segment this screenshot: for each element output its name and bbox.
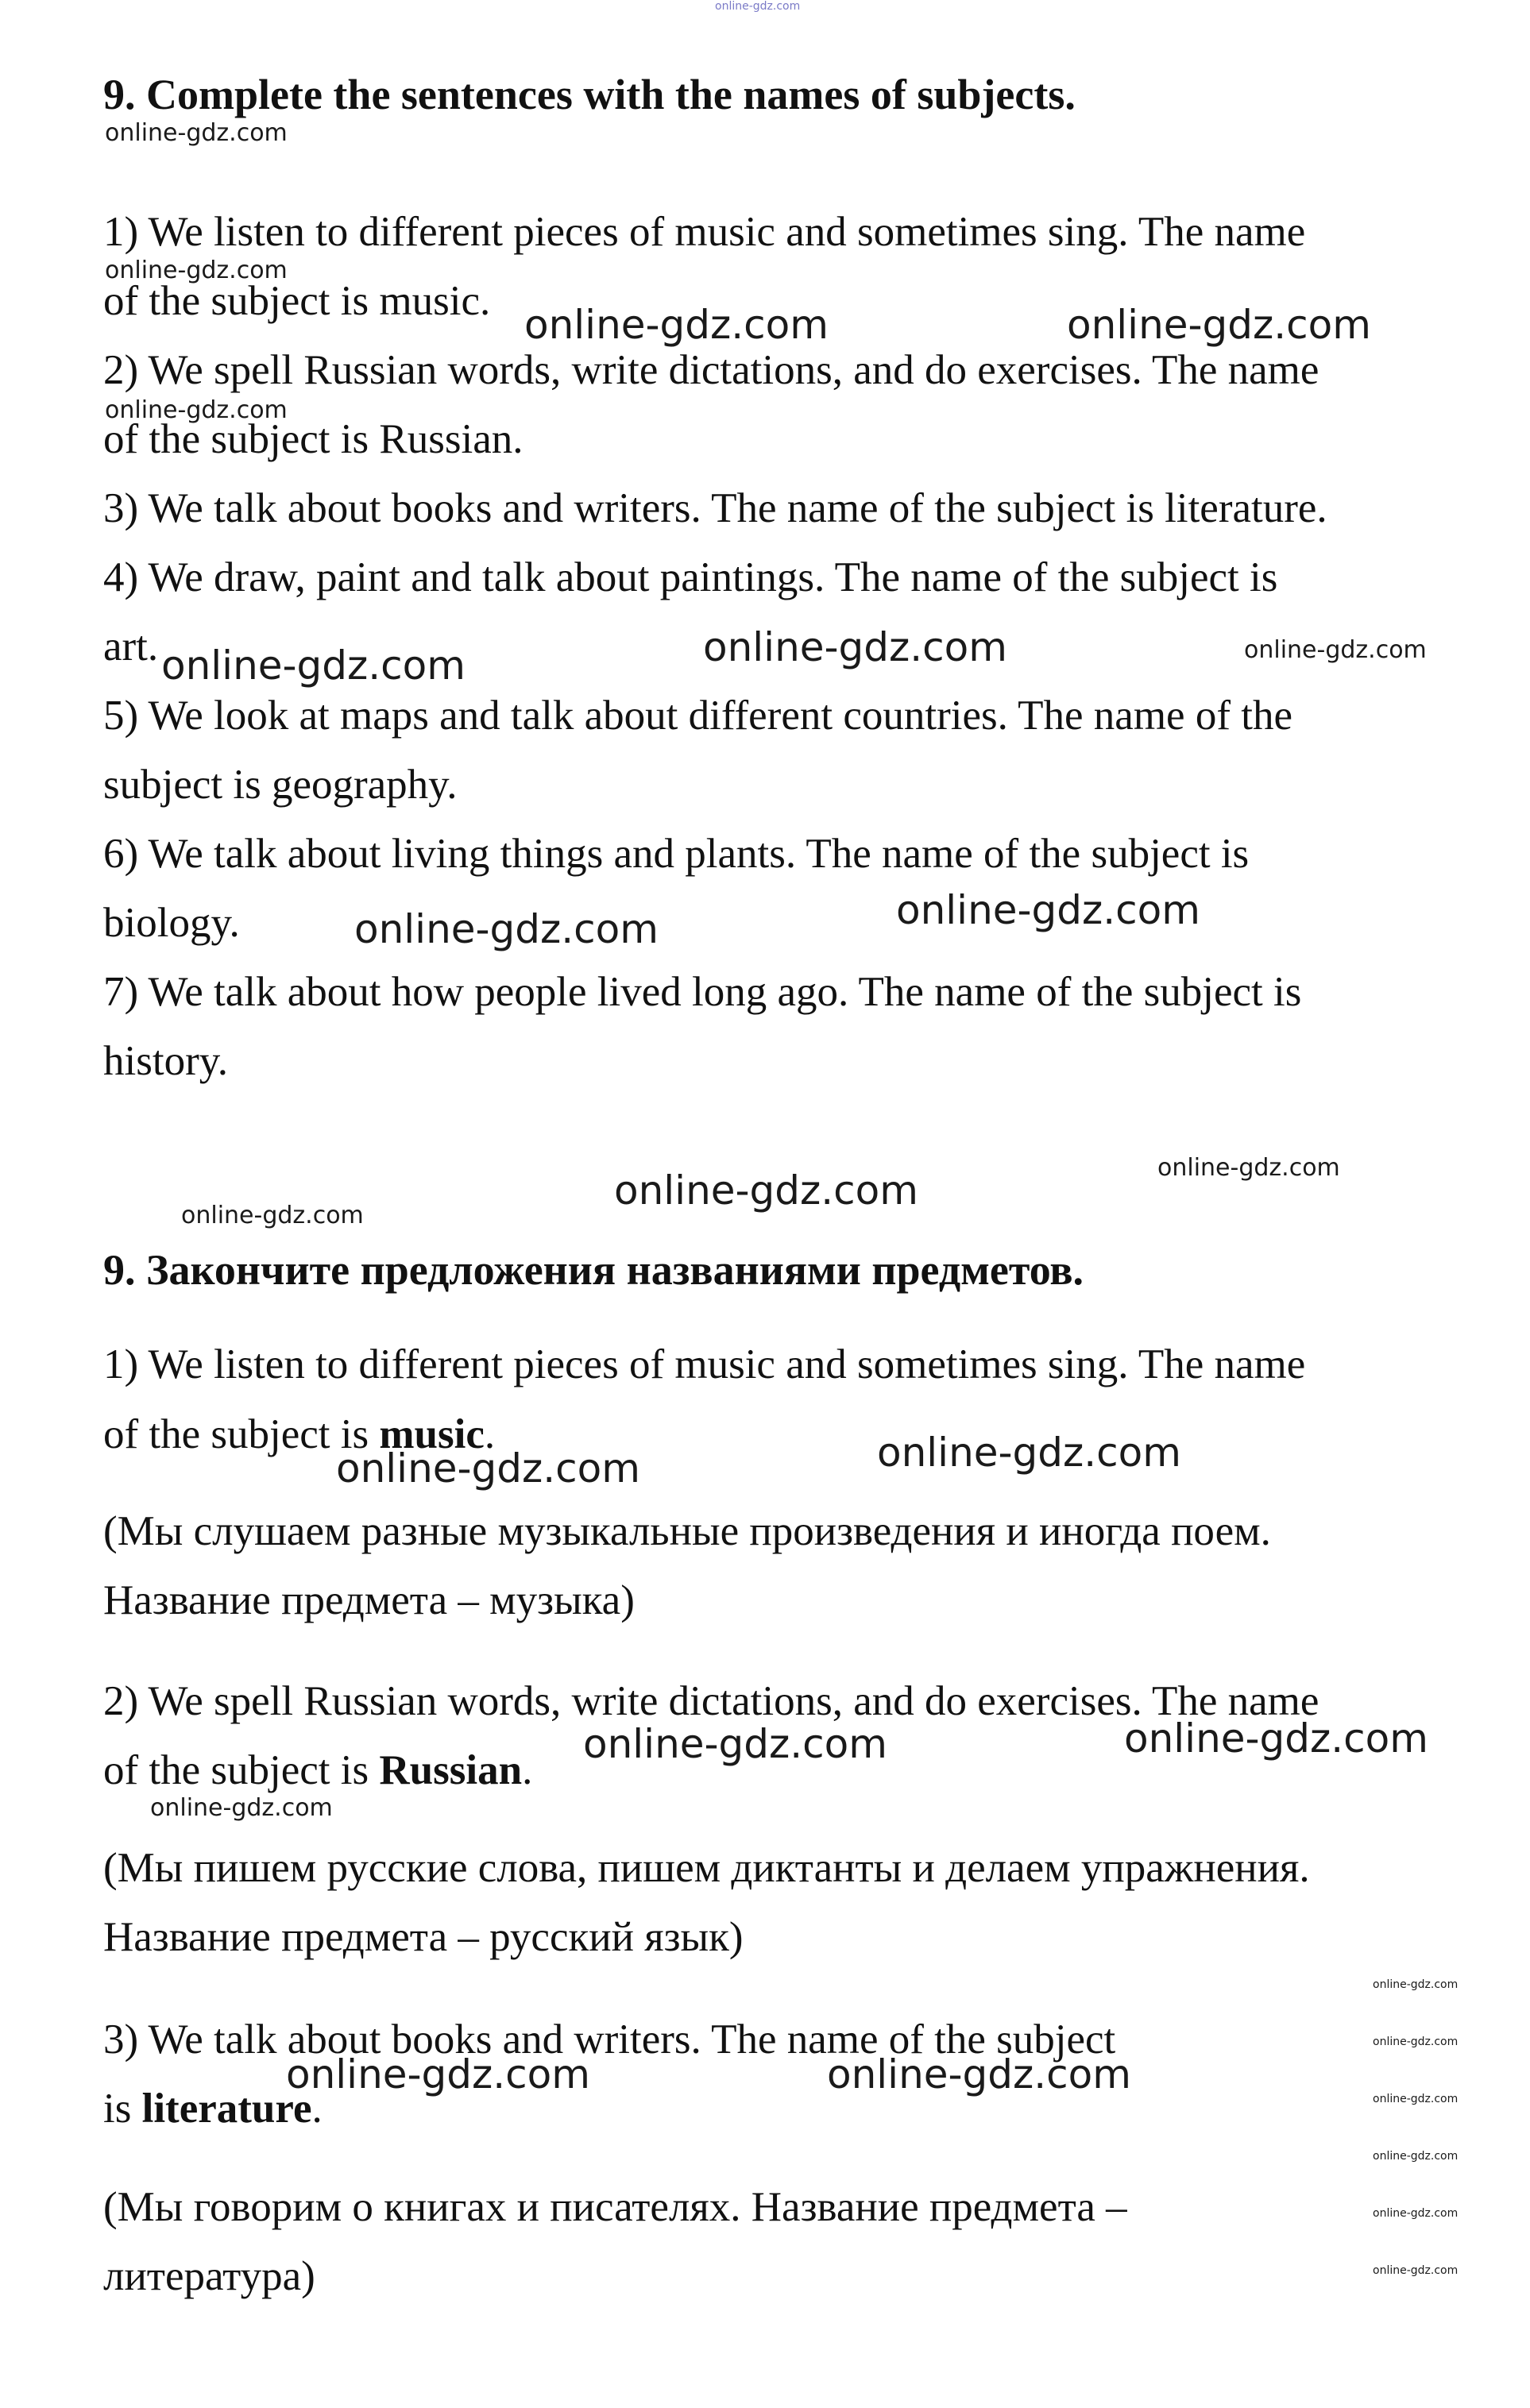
english-line-11: biology.: [103, 900, 240, 946]
english-line-10: 6) We talk about living things and plants. The name of the subject is: [103, 831, 1250, 877]
watermark: online-gdz.com: [1373, 2207, 1459, 2220]
watermark: online-gdz.com: [181, 1202, 364, 1229]
item3-answer: literature: [141, 2086, 312, 2132]
item2-line2-suffix: .: [522, 1747, 533, 1793]
watermark: online-gdz.com: [105, 396, 288, 424]
english-line-4: of the subject is Russian.: [103, 416, 524, 462]
english-line-9: subject is geography.: [103, 762, 458, 808]
item3-line1: 3) We talk about books and writers. The name of the subject: [103, 2016, 1116, 2063]
item3-translation2: литература): [103, 2253, 315, 2299]
watermark: online-gdz.com: [1124, 1715, 1428, 1762]
english-line-3: 2) We spell Russian words, write dictations, and do exercises. The name: [103, 347, 1319, 393]
watermark: online-gdz.com: [583, 1721, 887, 1767]
watermark: online-gdz.com: [703, 624, 1007, 670]
item3-line2-prefix: is: [103, 2086, 142, 2132]
item1-answer: music: [379, 1411, 485, 1457]
item2-line1: 2) We spell Russian words, write dictations, and do exercises. The name: [103, 1678, 1319, 1724]
watermark: online-gdz.com: [1373, 2093, 1459, 2105]
item3-line2-suffix: .: [311, 2086, 323, 2132]
watermark: online-gdz.com: [150, 1794, 333, 1822]
watermark: online-gdz.com: [1244, 636, 1427, 664]
watermark: online-gdz.com: [827, 2051, 1131, 2097]
item3-translation1: (Мы говорим о книгах и писателях. Название предмета –: [103, 2184, 1127, 2230]
english-line-5: 3) We talk about books and writers. The name of the subject is literature.: [103, 485, 1327, 531]
english-line-1: 1) We listen to different pieces of music and sometimes sing. The name: [103, 209, 1306, 255]
item2-answer: Russian: [379, 1747, 523, 1793]
item1-line2-prefix: of the subject is: [103, 1411, 380, 1457]
watermark: online-gdz.com: [524, 302, 829, 348]
english-line-8: 5) We look at maps and talk about different countries. The name of the: [103, 693, 1292, 739]
english-line-2: of the subject is music.: [103, 278, 491, 324]
watermark: online-gdz.com: [614, 1167, 918, 1214]
watermark: online-gdz.com: [336, 1445, 640, 1491]
watermark: online-gdz.com: [1373, 2036, 1459, 2048]
watermark: online-gdz.com: [1067, 302, 1371, 348]
item1-line2-suffix: .: [484, 1411, 496, 1457]
watermark: online-gdz.com: [161, 643, 466, 689]
watermark: online-gdz.com: [1157, 1154, 1340, 1182]
watermark: online-gdz.com: [105, 119, 288, 147]
watermark: online-gdz.com: [896, 887, 1200, 933]
watermark: online-gdz.com: [105, 257, 288, 284]
watermark: online-gdz.com: [1373, 1978, 1459, 1991]
item1-line1: 1) We listen to different pieces of music and sometimes sing. The name: [103, 1341, 1306, 1387]
item1-translation2: Название предмета – музыка): [103, 1577, 635, 1623]
item2-translation1: (Мы пишем русские слова, пишем диктанты и делаем упражнения.: [103, 1845, 1310, 1891]
english-line-13: history.: [103, 1038, 229, 1084]
top-watermark: online-gdz.com: [715, 0, 801, 13]
english-line-12: 7) We talk about how people lived long ago. The name of the subject is: [103, 969, 1302, 1015]
item2-translation2: Название предмета – русский язык): [103, 1914, 744, 1960]
english-heading: 9. Complete the sentences with the names of subjects.: [103, 71, 1076, 118]
watermark: online-gdz.com: [877, 1430, 1181, 1476]
watermark: online-gdz.com: [1373, 2264, 1459, 2277]
item2-line2: [103, 1746, 532, 1794]
watermark: online-gdz.com: [1373, 2150, 1459, 2163]
item2-line2-prefix: of the subject is: [103, 1747, 380, 1793]
russian-heading: 9. Закончите предложения названиями предметов.: [103, 1246, 1084, 1294]
english-line-6: 4) We draw, paint and talk about paintings. The name of the subject is: [103, 554, 1278, 600]
item1-translation1: (Мы слушаем разные музыкальные произведения и иногда поем.: [103, 1508, 1271, 1554]
english-line-7: art.: [103, 623, 159, 670]
watermark: online-gdz.com: [354, 906, 659, 952]
watermark: online-gdz.com: [286, 2051, 590, 2097]
